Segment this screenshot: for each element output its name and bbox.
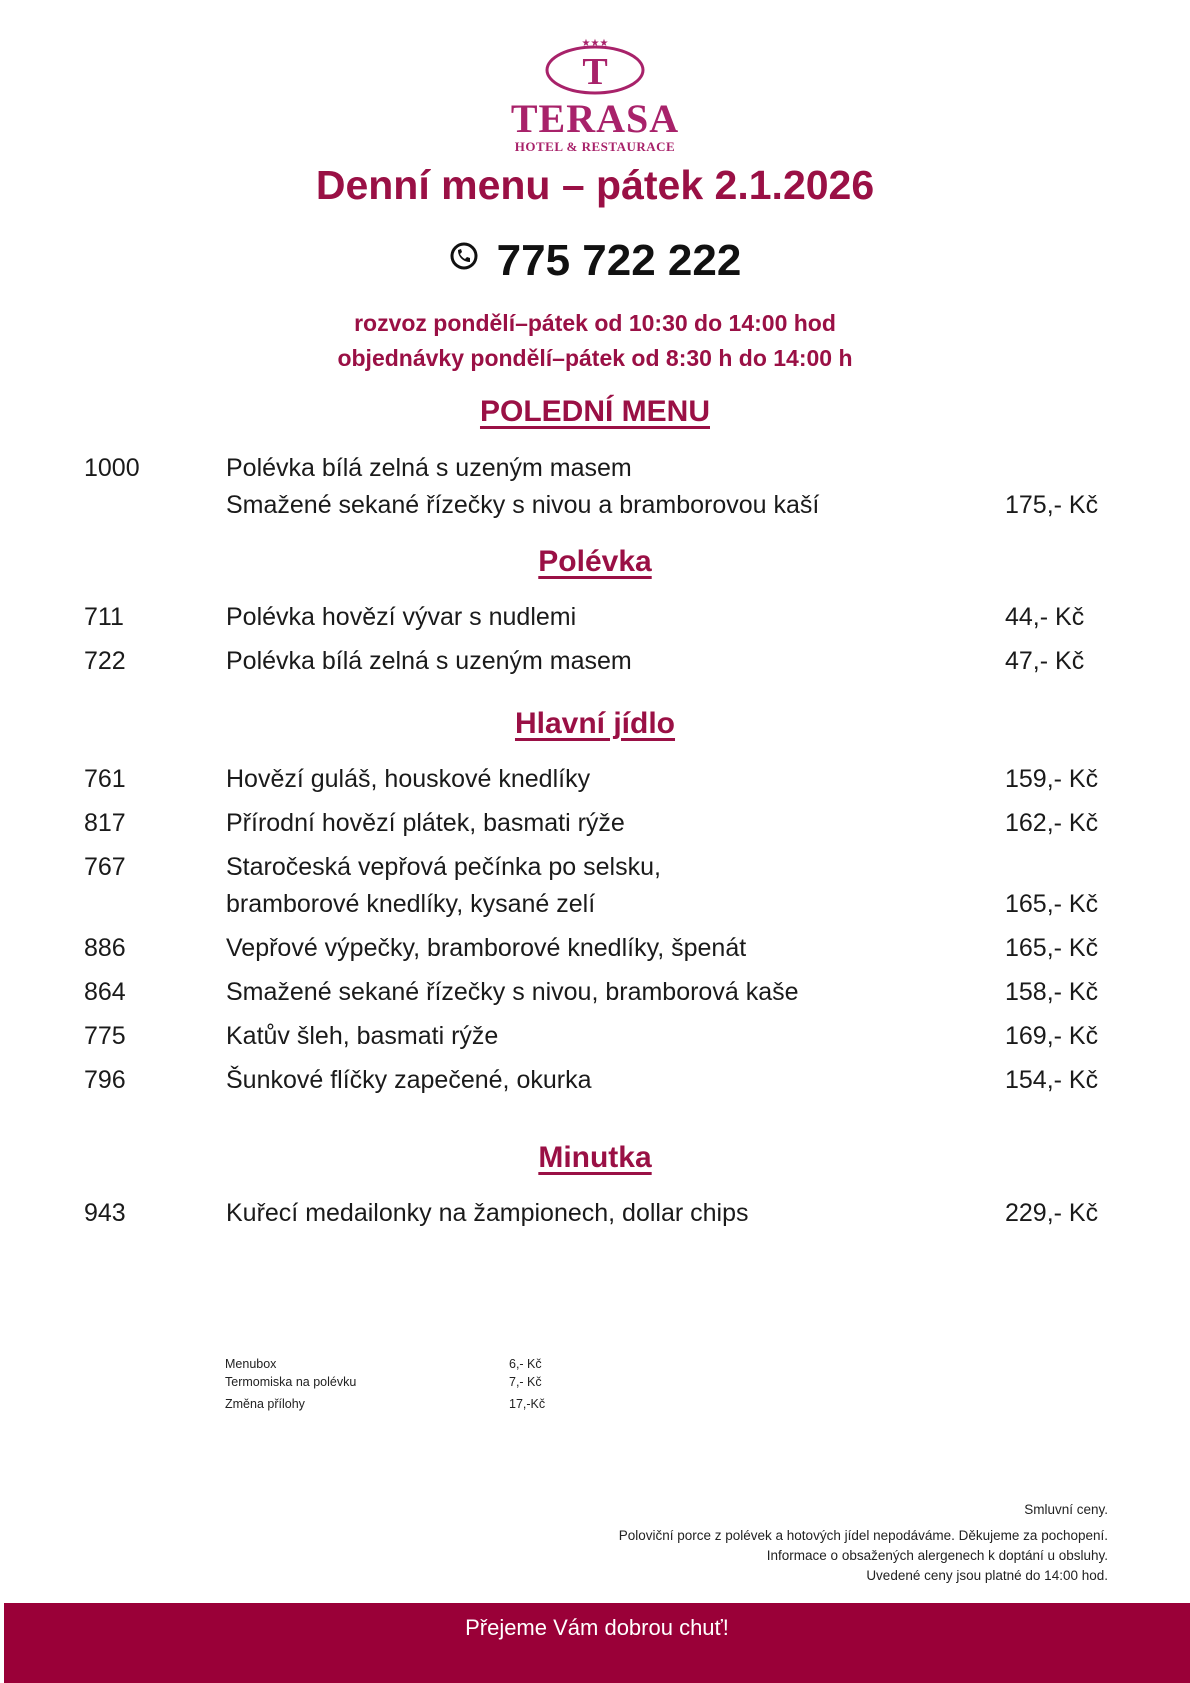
item-code: 943: [84, 1199, 126, 1227]
section-title-minutka: Minutka: [538, 1141, 652, 1174]
item-name: Polévka hovězí vývar s nudlemi: [226, 603, 577, 631]
item-name: Staročeská vepřová pečínka po selsku,: [226, 853, 661, 881]
item-name: Polévka bílá zelná s uzeným masem: [226, 647, 632, 675]
item-name: Katův šleh, basmati rýže: [226, 1022, 499, 1050]
extras-label: Termomiska na polévku: [225, 1374, 357, 1389]
footer-text: Přejeme Vám dobrou chuť!: [465, 1615, 729, 1640]
delivery-info: [0, 306, 1190, 376]
extras-price: 6,- Kč: [509, 1357, 542, 1371]
footer-banner: [4, 1603, 1190, 1683]
item-name: bramborové knedlíky, kysané zelí: [226, 890, 596, 918]
section-title-poledni-menu: POLEDNÍ MENU: [479, 395, 710, 428]
item-code: 711: [84, 603, 124, 631]
item-code: 722: [84, 647, 126, 675]
item-name: Vepřové výpečky, bramborové knedlíky, špenát: [226, 934, 747, 962]
page-title: Denní menu – pátek 2.1.2026: [315, 162, 875, 208]
item-price: 162,- Kč: [1005, 809, 1099, 837]
note-half-portions: Poloviční porce z polévek a hotových jídel nepodáváme. Děkujeme za pochopení.: [618, 1528, 1108, 1543]
hotel-logo-emblem-icon: [543, 34, 647, 96]
delivery-hours: rozvoz pondělí–pátek od 10:30 do 14:00 hod: [354, 310, 836, 336]
item-code: 864: [84, 978, 126, 1006]
item-code: 767: [84, 853, 126, 881]
section-title-hlavni-jidlo: Hlavní jídlo: [514, 707, 676, 740]
item-name: Kuřecí medailonky na žampionech, dollar chips: [226, 1199, 749, 1227]
note-contract-prices: Smluvní ceny.: [1024, 1502, 1108, 1517]
item-name: Přírodní hovězí plátek, basmati rýže: [226, 809, 625, 837]
item-code: 796: [84, 1066, 126, 1094]
item-price: 169,- Kč: [1005, 1022, 1099, 1050]
svg-text:T: T: [582, 51, 608, 93]
item-price: 165,- Kč: [1005, 934, 1099, 962]
item-code: 1000: [84, 454, 140, 482]
item-name: Smažené sekané řízečky s nivou a bramborovou kaší: [226, 491, 820, 519]
extras-label: Změna přílohy: [225, 1397, 305, 1411]
item-name: Polévka bílá zelná s uzeným masem: [226, 454, 632, 482]
item-price: 229,- Kč: [1005, 1199, 1099, 1227]
note-allergens: Informace o obsažených alergenech k doptání u obsluhy.: [766, 1548, 1108, 1563]
item-name: Smažené sekané řízečky s nivou, bramborová kaše: [226, 978, 799, 1006]
item-price: 175,- Kč: [1005, 491, 1099, 519]
item-code: 886: [84, 934, 126, 962]
item-price: 154,- Kč: [1005, 1066, 1099, 1094]
item-name: Šunkové flíčky zapečené, okurka: [226, 1066, 592, 1094]
item-price: 165,- Kč: [1005, 890, 1099, 918]
item-code: 817: [84, 809, 126, 837]
hotel-logo: [0, 34, 1190, 154]
item-price: 159,- Kč: [1005, 765, 1099, 793]
extras-price: 7,- Kč: [509, 1374, 542, 1389]
svg-text:★★★: ★★★: [581, 38, 609, 49]
extras-price: 17,-Kč: [509, 1397, 546, 1411]
note-price-validity: Uvedené ceny jsou platné do 14:00 hod.: [866, 1568, 1108, 1583]
section-title-polevka: Polévka: [538, 545, 652, 578]
item-code: 761: [84, 765, 126, 793]
hotel-logo-subtitle: HOTEL & RESTAURACE: [514, 139, 676, 154]
phone-icon: [449, 228, 479, 286]
hotel-logo-name: TERASA: [510, 96, 680, 141]
notes: [619, 1500, 1108, 1586]
phone-line: [0, 232, 1190, 292]
item-name: Hovězí guláš, houskové knedlíky: [226, 765, 591, 793]
extras-label: Menubox: [225, 1357, 277, 1371]
item-code: 775: [84, 1022, 126, 1050]
item-price: 47,- Kč: [1005, 647, 1085, 675]
phone-number[interactable]: 775 722 222: [496, 236, 742, 285]
item-price: 44,- Kč: [1005, 603, 1085, 631]
order-hours: objednávky pondělí–pátek od 8:30 h do 14:00 h: [337, 345, 853, 371]
item-price: 158,- Kč: [1005, 978, 1099, 1006]
